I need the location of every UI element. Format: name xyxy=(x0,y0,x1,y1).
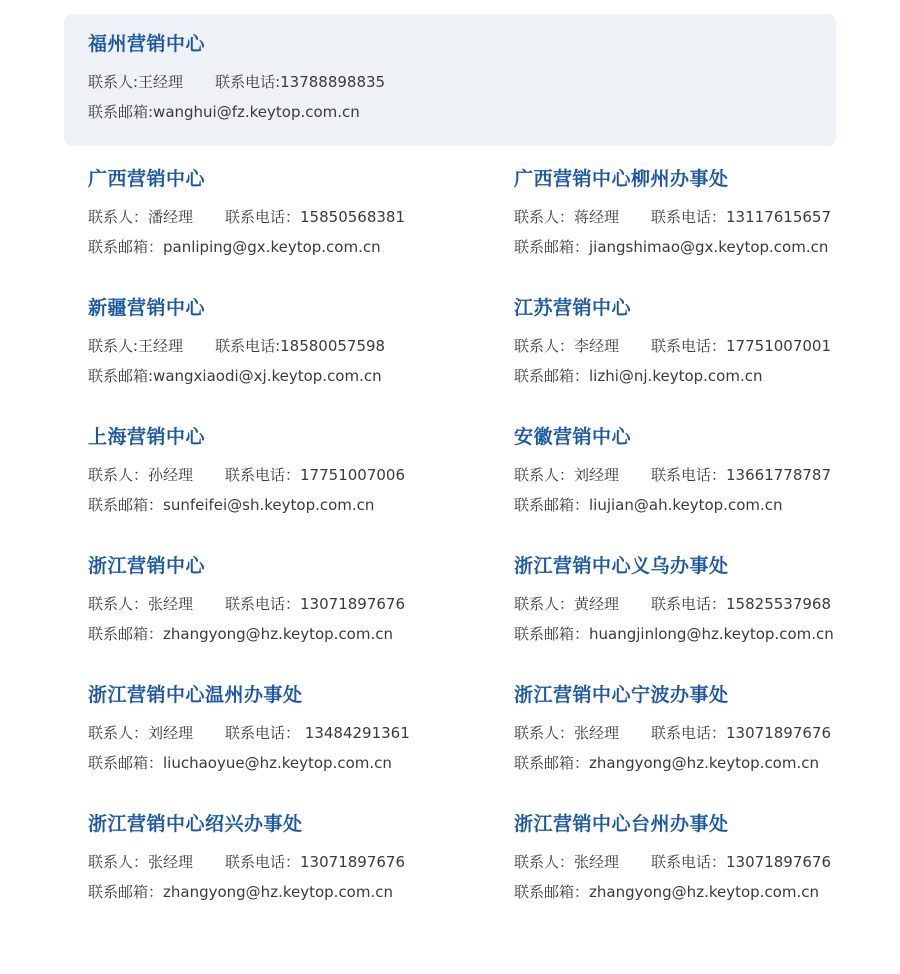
email-line xyxy=(88,624,514,645)
contact-person: 联系人:王经理 xyxy=(88,73,184,91)
center-title: 浙江营销中心义乌办事处 xyxy=(514,555,729,577)
email-line xyxy=(514,495,836,516)
contact-email: 联系邮箱：lizhi@nj.keytop.com.cn xyxy=(514,367,763,385)
contact-phone: 联系电话:13788898835 xyxy=(215,73,386,91)
center-title: 浙江营销中心温州办事处 xyxy=(88,684,303,706)
contact-phone: 联系电话:18580057598 xyxy=(215,337,386,355)
contact-line xyxy=(88,723,514,744)
contact-phone: 联系电话：13071897676 xyxy=(651,724,831,742)
contact-person: 联系人：孙经理 xyxy=(88,466,194,484)
center-title: 新疆营销中心 xyxy=(88,297,206,319)
contact-email: 联系邮箱：liuchaoyue@hz.keytop.com.cn xyxy=(88,754,392,772)
center-title: 安徽营销中心 xyxy=(514,426,632,448)
email-line xyxy=(514,753,836,774)
email-line xyxy=(514,624,836,645)
featured-center-title: 福州营销中心 xyxy=(88,33,206,55)
contact-email: 联系邮箱：zhangyong@hz.keytop.com.cn xyxy=(88,883,393,901)
contact-person: 联系人：刘经理 xyxy=(514,466,620,484)
contact-entry xyxy=(88,553,514,645)
contact-person: 联系人：张经理 xyxy=(88,853,194,871)
contact-email: 联系邮箱：sunfeifei@sh.keytop.com.cn xyxy=(88,496,375,514)
contact-entry xyxy=(514,166,836,258)
email-line xyxy=(88,366,514,387)
contact-entry xyxy=(88,295,514,387)
contact-person: 联系人：张经理 xyxy=(514,724,620,742)
contact-person: 联系人：张经理 xyxy=(514,853,620,871)
email-line xyxy=(514,882,836,903)
email-line xyxy=(88,237,514,258)
contact-line xyxy=(88,207,514,228)
contact-phone: 联系电话：13071897676 xyxy=(225,853,405,871)
contact-phone: 联系电话：15850568381 xyxy=(225,208,405,226)
contact-person: 联系人：黄经理 xyxy=(514,595,620,613)
contact-email: 联系邮箱:wangxiaodi@xj.keytop.com.cn xyxy=(88,367,382,385)
contact-phone: 联系电话： 13484291361 xyxy=(225,724,410,742)
contact-person: 联系人：刘经理 xyxy=(88,724,194,742)
email-line xyxy=(514,237,836,258)
contact-line xyxy=(88,594,514,615)
contact-phone: 联系电话：13071897676 xyxy=(225,595,405,613)
contact-line xyxy=(88,336,514,357)
center-title: 广西营销中心 xyxy=(88,168,206,190)
center-title: 浙江营销中心 xyxy=(88,555,206,577)
contact-email: 联系邮箱：liujian@ah.keytop.com.cn xyxy=(514,496,783,514)
email-line xyxy=(88,882,514,903)
contact-entry xyxy=(88,424,514,516)
contact-line xyxy=(514,465,836,486)
center-title: 上海营销中心 xyxy=(88,426,206,448)
center-title: 浙江营销中心绍兴办事处 xyxy=(88,813,303,835)
center-title: 浙江营销中心台州办事处 xyxy=(514,813,729,835)
contact-entry xyxy=(514,295,836,387)
contact-line xyxy=(514,336,836,357)
contact-line xyxy=(514,723,836,744)
contact-line xyxy=(514,207,836,228)
contact-email: 联系邮箱:wanghui@fz.keytop.com.cn xyxy=(88,103,360,121)
contact-person: 联系人：张经理 xyxy=(88,595,194,613)
contact-email: 联系邮箱：zhangyong@hz.keytop.com.cn xyxy=(514,883,819,901)
contact-person: 联系人：李经理 xyxy=(514,337,620,355)
contact-entry xyxy=(514,811,836,903)
contact-person: 联系人:王经理 xyxy=(88,337,184,355)
contacts-grid xyxy=(88,166,836,903)
contact-email: 联系邮箱：panliping@gx.keytop.com.cn xyxy=(88,238,381,256)
contact-line xyxy=(514,594,836,615)
contact-email: 联系邮箱：huangjinlong@hz.keytop.com.cn xyxy=(514,625,834,643)
contact-line xyxy=(514,852,836,873)
contact-line xyxy=(88,465,514,486)
contact-phone: 联系电话：17751007001 xyxy=(651,337,831,355)
contacts-page xyxy=(0,14,900,903)
contact-phone: 联系电话：13661778787 xyxy=(651,466,831,484)
featured-contact-card xyxy=(64,14,836,146)
contact-entry xyxy=(88,166,514,258)
contact-email: 联系邮箱：jiangshimao@gx.keytop.com.cn xyxy=(514,238,829,256)
contact-entry xyxy=(88,811,514,903)
center-title: 浙江营销中心宁波办事处 xyxy=(514,684,729,706)
contact-entry xyxy=(514,424,836,516)
contact-entry xyxy=(514,682,836,774)
contact-line xyxy=(88,852,514,873)
contact-phone: 联系电话：13071897676 xyxy=(651,853,831,871)
contact-person: 联系人：蒋经理 xyxy=(514,208,620,226)
contact-entry xyxy=(514,553,836,645)
contact-entry xyxy=(88,682,514,774)
featured-contact-line xyxy=(88,72,812,93)
contact-phone: 联系电话：13117615657 xyxy=(651,208,831,226)
center-title: 江苏营销中心 xyxy=(514,297,632,319)
contact-phone: 联系电话：15825537968 xyxy=(651,595,831,613)
contact-email: 联系邮箱：zhangyong@hz.keytop.com.cn xyxy=(514,754,819,772)
center-title: 广西营销中心柳州办事处 xyxy=(514,168,729,190)
featured-email-line xyxy=(88,102,812,123)
email-line xyxy=(514,366,836,387)
email-line xyxy=(88,753,514,774)
contact-phone: 联系电话：17751007006 xyxy=(225,466,405,484)
email-line xyxy=(88,495,514,516)
contact-person: 联系人：潘经理 xyxy=(88,208,194,226)
contact-email: 联系邮箱：zhangyong@hz.keytop.com.cn xyxy=(88,625,393,643)
